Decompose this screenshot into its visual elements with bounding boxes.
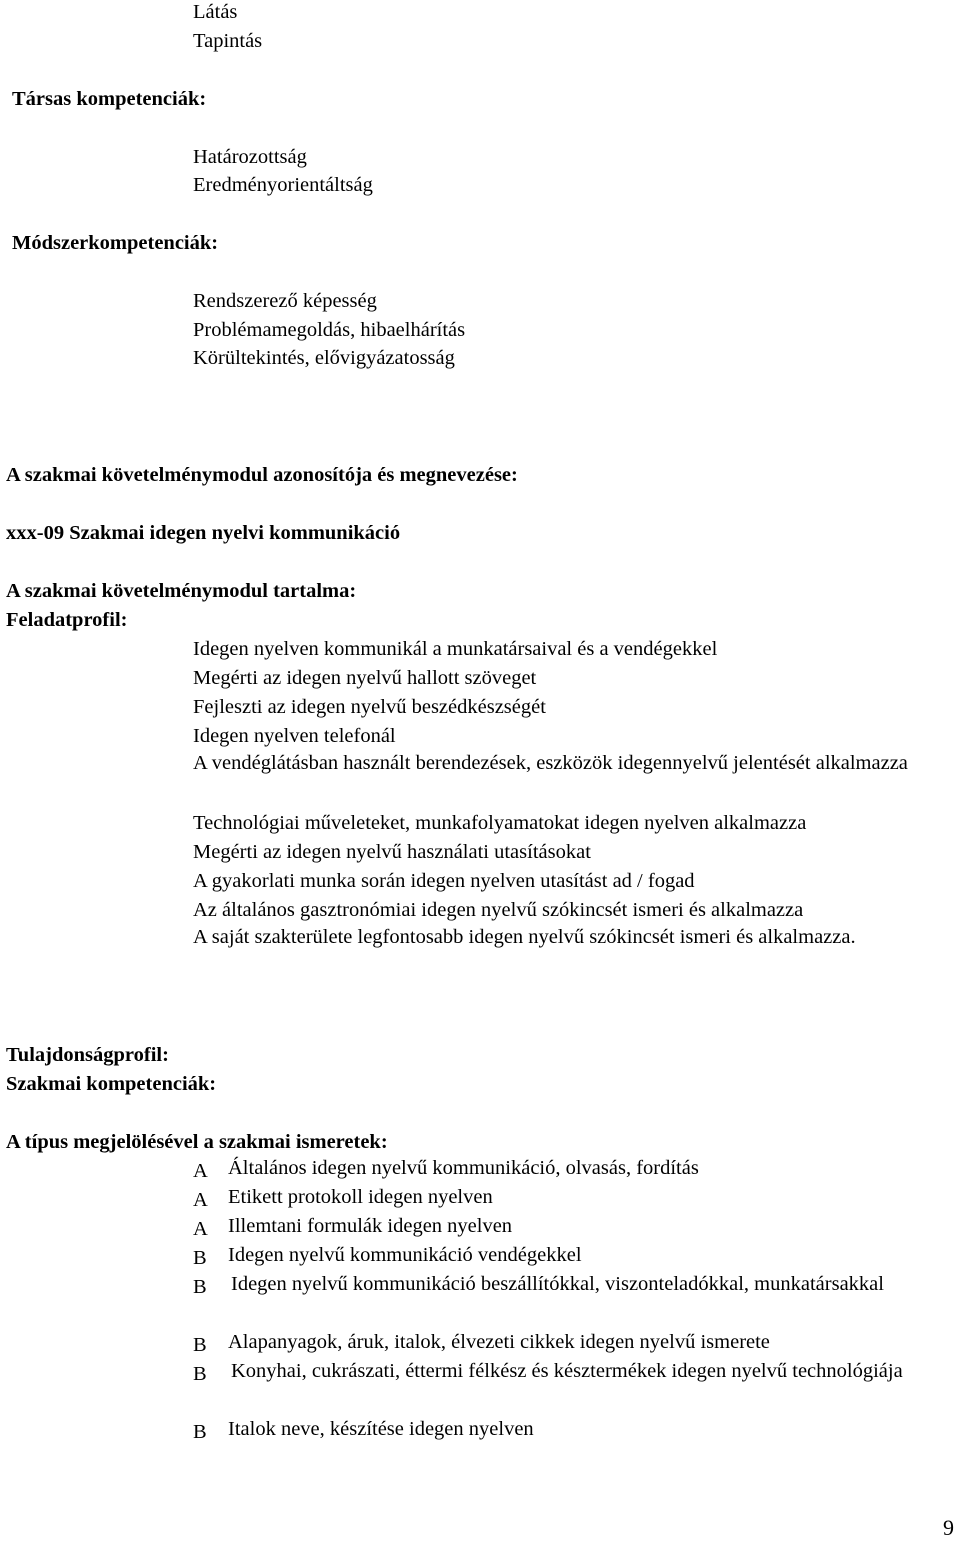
social-competencies-heading: Társas kompetenciák: [12,88,207,110]
page-number: 9 [943,1515,954,1540]
knowledge-type: A [193,1218,208,1240]
knowledge-type: B [193,1334,207,1356]
knowledge-type: B [193,1421,207,1443]
method-item: Problémamegoldás, hibaelhárítás [193,319,466,341]
knowledge-item: Konyhai, cukrászati, éttermi félkész és késztermékek idegen nyelvű technológiája [231,1360,903,1382]
module-id-value: xxx-09 Szakmai idegen nyelvi kommunikáció [6,522,401,544]
knowledge-item: Illemtani formulák idegen nyelven [228,1215,513,1237]
module-id-heading: A szakmai követelménymodul azonosítója és megnevezése: [6,464,518,486]
task-item: Megérti az idegen nyelvű hallott szöveget [193,667,537,689]
task-item: Idegen nyelven kommunikál a munkatársaival és a vendégekkel [193,638,718,660]
method-item: Rendszerező képesség [193,290,377,312]
task-item: A saját szakterülete legfontosabb idegen nyelvű szókincsét ismeri és alkalmazza. [193,926,856,948]
skill-item: Tapintás [193,30,263,52]
knowledge-type: B [193,1363,207,1385]
knowledge-type: A [193,1160,208,1182]
method-item: Körültekintés, elővigyázatosság [193,347,455,369]
task-item: A vendéglátásban használt berendezések, eszközök idegennyelvű jelentését alkalmazza [193,752,908,774]
task-item: Fejleszti az idegen nyelvű beszédkészségét [193,696,546,718]
knowledge-item: Etikett protokoll idegen nyelven [228,1186,493,1208]
knowledge-heading: A típus megjelölésével a szakmai ismeretek: [6,1131,388,1153]
knowledge-item: Idegen nyelvű kommunikáció vendégekkel [228,1244,582,1266]
task-item: A gyakorlati munka során idegen nyelven utasítást ad / fogad [193,870,695,892]
knowledge-type: A [193,1189,208,1211]
knowledge-item: Italok neve, készítése idegen nyelven [228,1418,534,1440]
knowledge-type: B [193,1276,207,1298]
task-item: Az általános gasztronómiai idegen nyelvű szókincsét ismeri és alkalmazza [193,899,804,921]
social-item: Eredményorientáltság [193,174,373,196]
knowledge-item: Alapanyagok, áruk, italok, élvezeti cikkek idegen nyelvű ismerete [228,1331,770,1353]
task-profile-heading: Feladatprofil: [6,609,128,631]
module-content-heading: A szakmai követelménymodul tartalma: [6,580,357,602]
skill-item: Látás [193,1,238,23]
professional-competencies-heading: Szakmai kompetenciák: [6,1073,217,1095]
social-item: Határozottság [193,146,307,168]
task-item: Idegen nyelven telefonál [193,725,396,747]
knowledge-item: Általános idegen nyelvű kommunikáció, olvasás, fordítás [228,1157,699,1179]
method-competencies-heading: Módszerkompetenciák: [12,232,219,254]
property-profile-heading: Tulajdonságprofil: [6,1044,169,1066]
task-item: Technológiai műveleteket, munkafolyamatokat idegen nyelven alkalmazza [193,812,807,834]
task-item: Megérti az idegen nyelvű használati utasításokat [193,841,591,863]
knowledge-item: Idegen nyelvű kommunikáció beszállítókkal, viszonteladókkal, munkatársakkal [231,1273,884,1295]
knowledge-type: B [193,1247,207,1269]
